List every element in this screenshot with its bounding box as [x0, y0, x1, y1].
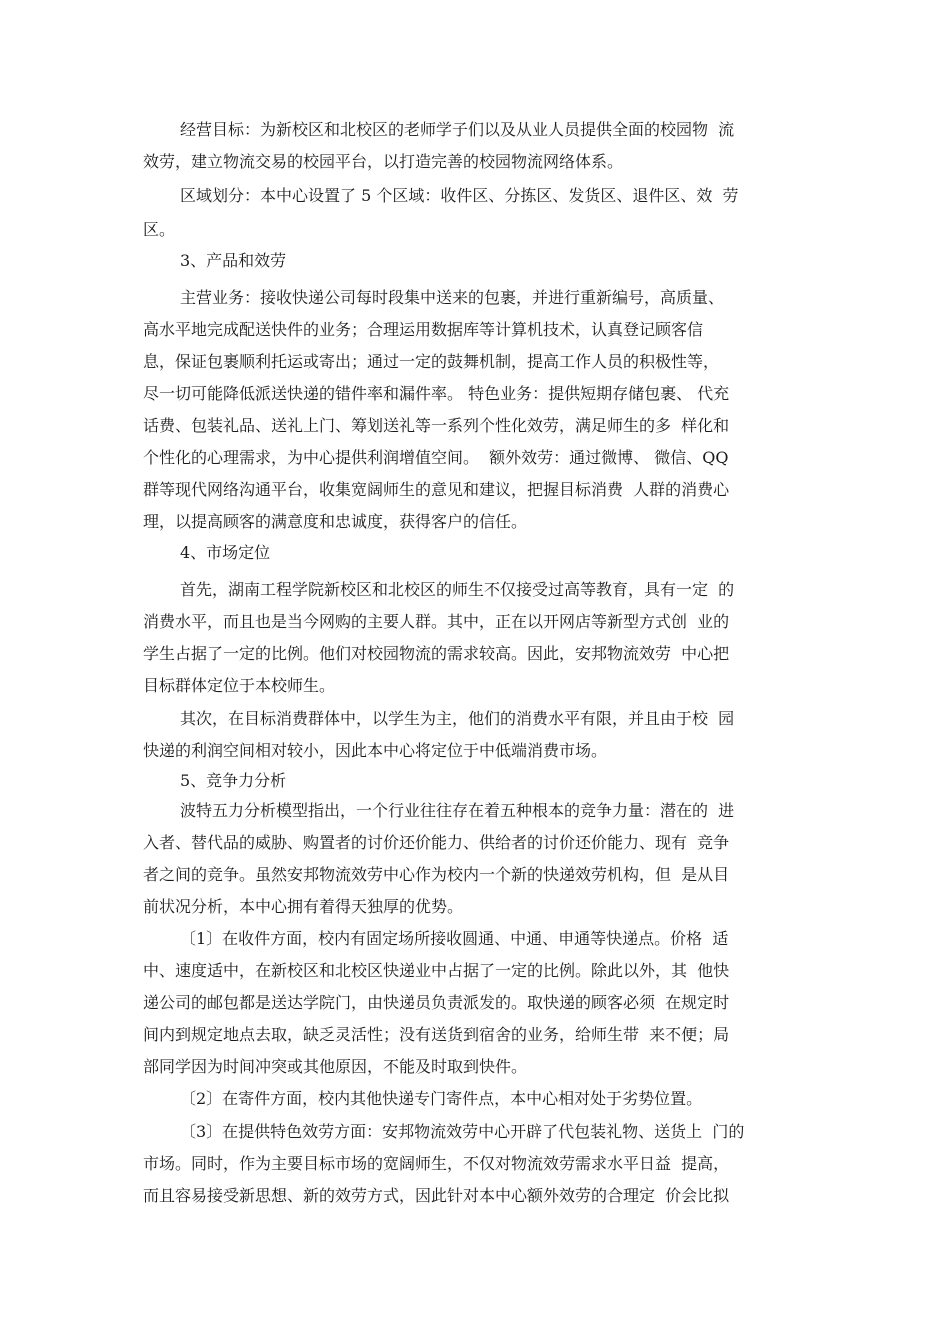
text-line: 经营目标：为新校区和北校区的老师学子们以及从业人员提供全面的校园物 流	[180, 120, 735, 139]
text-line: 〔2〕在寄件方面，校内其他快递专门寄件点，本中心相对处于劣势位置。	[180, 1089, 703, 1108]
text-line: 目标群体定位于本校师生。	[143, 676, 336, 695]
text-line: 主营业务：接收快递公司每时段集中送来的包裹，并进行重新编号，高质量、	[180, 288, 725, 307]
text-line: 间内到规定地点去取，缺乏灵活性；没有送货到宿舍的业务，给师生带 来不便；局	[143, 1025, 730, 1044]
text-line: 首先，湖南工程学院新校区和北校区的师生不仅接受过高等教育，具有一定 的	[180, 580, 735, 599]
text-line: 区域划分：本中心设置了 5 个区域：收件区、分拣区、发货区、退件区、效 劳	[180, 186, 739, 205]
text-line: 话费、包装礼品、送礼上门、筹划送礼等一系列个性化效劳，满足师生的多 样化和	[143, 416, 730, 435]
text-line: 快递的利润空间相对较小，因此本中心将定位于中低端消费市场。	[143, 741, 608, 760]
text-line: 效劳，建立物流交易的校园平台，以打造完善的校园物流网络体系。	[143, 152, 624, 171]
text-line: 区。	[143, 220, 176, 239]
text-line: 者之间的竞争。虽然安邦物流效劳中心作为校内一个新的快递效劳机构，但 是从目	[143, 865, 730, 884]
text-line: 市场。同时，作为主要目标市场的宽阔师生，不仅对物流效劳需求水平日益 提高，	[143, 1154, 730, 1173]
text-line: 其次，在目标消费群体中，以学生为主，他们的消费水平有限，并且由于校 园	[180, 709, 735, 728]
text-line: 个性化的心理需求，为中心提供利润增值空间。 额外效劳：通过微博、 微信、QQ	[143, 448, 729, 467]
text-line: 息，保证包裹顺利托运或寄出；通过一定的鼓舞机制，提高工作人员的积极性等，	[143, 352, 720, 371]
text-line: 递公司的邮包都是送达学院门，由快递员负责派发的。取快递的顾客必须 在规定时	[143, 993, 730, 1012]
section-heading: 5、竞争力分析	[180, 771, 287, 790]
text-line: 高水平地完成配送快件的业务；合理运用数据库等计算机技术，认真登记顾客信	[143, 320, 704, 339]
text-line: 〔3〕在提供特色效劳方面：安邦物流效劳中心开辟了代包装礼物、送货上 门的	[180, 1122, 745, 1141]
text-line: 而且容易接受新思想、新的效劳方式，因此针对本中心额外效劳的合理定 价会比拟	[143, 1186, 730, 1205]
text-line: 群等现代网络沟通平台，收集宽阔师生的意见和建议，把握目标消费 人群的消费心	[143, 480, 730, 499]
text-line: 〔1〕在收件方面，校内有固定场所接收圆通、中通、申通等快递点。价格 适	[180, 929, 729, 948]
text-line: 部同学因为时间冲突或其他原因，不能及时取到快件。	[143, 1057, 528, 1076]
text-line: 入者、替代品的威胁、购置者的讨价还价能力、供给者的讨价还价能力、现有 竞争	[143, 833, 730, 852]
text-line: 理，以提高顾客的满意度和忠诚度，获得客户的信任。	[143, 512, 528, 531]
text-line: 前状况分析，本中心拥有着得天独厚的优势。	[143, 897, 464, 916]
text-line: 消费水平，而且也是当今网购的主要人群。其中，正在以开网店等新型方式创 业的	[143, 612, 730, 631]
text-line: 尽一切可能降低派送快递的错件率和漏件率。 特色业务：提供短期存储包裹、 代充	[143, 384, 730, 403]
text-line: 中、速度适中，在新校区和北校区快递业中占据了一定的比例。除此以外，其 他快	[143, 961, 730, 980]
section-heading: 4、市场定位	[180, 543, 271, 562]
text-line: 学生占据了一定的比例。他们对校园物流的需求较高。因此，安邦物流效劳 中心把	[143, 644, 730, 663]
section-heading: 3、产品和效劳	[180, 251, 287, 270]
text-line: 波特五力分析模型指出，一个行业往往存在着五种根本的竞争力量：潜在的 进	[180, 801, 735, 820]
